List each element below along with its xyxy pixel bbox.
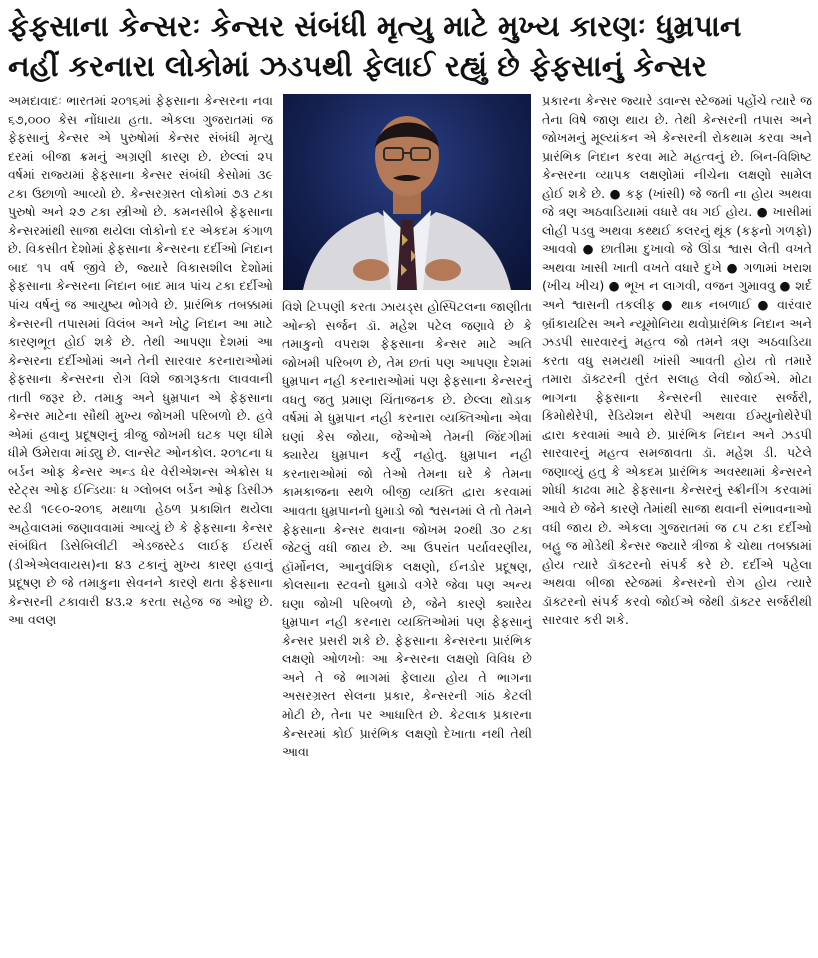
article-column-3 bbox=[542, 92, 812, 956]
headline-line-2: નહીં કરનારા લોકોમાં ઝડપથી ફેલાઈ રહ્યું છે ફેફસાનું કેન્સર bbox=[8, 49, 707, 83]
article-text-col3: પ્રકારના કેન્સર જ્યારે ડવાન્સ સ્ટેજમાં પહોંચે ત્યારે જ તેના વિષે જાણ થાય છે. તેથી કેન્સરની તપાસ અને જોખમનું મૂલ્યાંકન એ કેન્સરની રોકથામ કરવા અને પ્રારંભિક નિદાન કરવા માટે મહત્વનું છે. બિન-વિશિષ્ટ કેન્સરના વ્યાપક લક્ષણોમાં નીચેના લક્ષણો સામેલ હોઈ શકે છે. ● કફ (ખાંસી) જે જતી ના હોય અથવા જે ત્રણ અઠવાડિયામાં વધારે વધ ગઈ હોય. ● ખાસીમાં લોહી પડવુ અથવા કથ્થઈ કલરનું થૂંક (કફનો ગળફો) આવવો ● છાતીમા દુખાવો જે ઊંડા શ્વાસ લેતી વખતે અથવા ખાસી ખાતી વખતે વધારે દુખે ● ગળામાં ખરાશ (ખીચ ખીચ) ● ભૂખ ન લાગવી, વજન ગુમાવવુ ● શર્દ અને શ્વાસની તકલીફ ● થાક નબળાઈ ● વારંવાર બ્રૉંકાયટિસ અને ન્યૂમોનિયા થવોપ્રારંભિક નિદાન અને ઝડપી સારવારનું મહત્વ જો તમને ત્રણ અઠવાડિયા કરતા વધુ સમયથી ખાંસી આવતી હોય તો તમારે તમારા ડૉક્ટરની તુરંત સલાહ લેવી જોઈએ. મોટા ભાગના ફેફસાના કેન્સરની સારવાર સર્જરી, કિમોથેરેપી, રેડિયેશન થેરેપી અથવા ઈમ્યુનોથેરેપી દ્વારા કરવામાં આવે છે. પ્રારંભિક નિદાન અને ઝડપી સારવારનું મહત્વ સમજાવતા ડૉ. મહેશ ડી. પટેલે જણાવ્યું હતુ કે એકદમ પ્રારંભિક અવસ્થામાં કેન્સરને શોધી કાઢવા માટે ફેફસાના કેન્સરનું સ્ક્રીનીંગ કરવામાં આવે છે જેને કારણે તેમાંથી સાજા થવાની સંભાવનાઓ વધી જાય છે. એકલા ગુજરાતમાં જ ૮૫ ટકા દર્દીઓ બહુ જ મોડેથી કેન્સર જ્યારે ત્રીજા કે ચોથા તબક્કામાં હોય ત્યારે ડૉક્ટરનો સંપર્ક કરે છે. દર્દીએ પહેલા અથવા બીજા સ્ટેજમાં કેન્સરનો રોગ હોય ત્યારે ડૉક્ટરનો સંપર્ક કરવો જોઈએ જેથી ડૉક્ટર સર્જરીથી સારવાર કરી શકે. bbox=[542, 93, 812, 628]
doctor-portrait-illustration bbox=[283, 94, 531, 290]
headline bbox=[8, 6, 808, 86]
article-text-col2: વિશે ટિપ્પણી કરતા ઝાયડ્સ હોસ્પિટલના જાણીતા ઓન્કો સર્જન ડૉ. મહેશ પટેલ જણાવે છે કે તમાકુનો વપરાશ ફેફસાના કેન્સર માટે અતિ જોખમી પરિબળ છે, તેમ છતાં પણ આપણા દેશમાં ધુમ્રપાન નહી કરનારાઓમાં પણ ફેફસાના કેન્સરનું વધતુ જતુ પ્રમાણ ચિંતાજનક છે. છેલ્લા થોડાક વર્ષમાં મે ધુમ્રપાન નહી કરનારા વ્યક્તિઓના એવા ઘણાં કેસ જોયા, જેઓએ તેમની જિંદગીમાં ક્યારેય ધુમ્રપાન કર્યું નહોતુ. ધુમ્રપાન નહી કરનારાઓમાં જો તેઓ તેમના ઘરે કે તેમના કામકાજના સ્થળે બીજી વ્યક્તિ દ્વારા કરવામાં આવતા ધુમ્રપાનનો ધુમાડો જો શ્વસનમાં લે તો તેમને ફેફસાના કેન્સર થવાના જોખમ ૨૦થી ૩૦ ટકા જેટલું વધી જાય છે. આ ઉપરાંત પર્યાવરણીય, હૉર્મોનલ, આનુવંશિક લક્ષણો, ઈનડોર પ્રદૂષણ, કોલસાના સ્ટવનો ધુમાડો વગેરે જેવા પણ અન્ય ઘણા જોખી પરિબળો છે, જેને કારણે ક્યારેય ધુમ્રપાન નહી કરનારા વ્યક્તિઓમાં પણ ફેફસાનું કેન્સર પ્રસરી શકે છે. ફેફસાના કેન્સરના પ્રારંભિક લક્ષણો ઓળખોઃ આ કેન્સરના લક્ષણો વિવિધ છે અને તે જે ભાગમાં ફેલાયા હોય તે ભાગના અસરગ્રસ્ત સેલના પ્રકાર, કેન્સરની ગાંઠ કેટલી મોટી છે, તેના પર આધારિત છે. કેટલાક પ્રકારના કેન્સરમાં કોઈ પ્રારંભિક લક્ષણો દેખાતા નથી તેથી આવા bbox=[282, 299, 532, 760]
headline-line-1: ફેફસાના કેન્સરઃ કેન્સર સંબંધી મૃત્યુ માટે મુખ્ય કારણઃ ધુમ્રપાન bbox=[8, 9, 742, 43]
doctor-photo bbox=[283, 94, 531, 290]
article-column-1 bbox=[8, 92, 273, 956]
article-text-col1: અમદાવાદઃ ભારતમાં ૨૦૧૬માં ફેફસાના કેન્સરના નવા ૬૭,૦૦૦ કેસ નોંધાયા હતા. એકલા ગુજરાતમાં જ ફેફસાનું કેન્સર એ પુરુષોમાં કેન્સર સંબંધી મૃત્યુ દરમાં બીજા ક્રમનું અગ્રણી કારણ છે. છેલ્લાં ૨૫ વર્ષમાં રાજ્યમાં ફેફસાના કેન્સર સંબંધી કેસોમાં ૩૯ ટકા ઉછાળો આવ્યો છે. કેન્સરગ્રસ્ત લોકોમાં ૭૩ ટકા પુરુષો અને ૨૭ ટકા સ્ત્રીઓ છે. કમનસીબે ફેફસાના કેન્સરમાંથી સાજા થયેલા લોકોનો દર એકદમ કંગાળ છે. વિકસીત દેશોમાં ફેફસાના કેન્સરના દર્દીઓ નિદાન બાદ ૧૫ વર્ષ જીવે છે, જ્યારે વિકાસશીલ દેશોમાં ફેફસાના કેન્સરના નિદાન બાદ માત્ર પાંચ ટકા દર્દીઓ પાંચ વર્ષનું જ આયુષ્ય ભોગવે છે. પ્રારંભિક તબક્કામાં કેન્સરની તપાસમાં વિલંબ અને ખોટુ નિદાન આ માટે કારણભૂત હોઈ શકે છે. તેથી આપણા દેશમાં આ કેન્સરના દર્દીઓમાં અને તેની સારવાર કરનારાઓમાં ફેફસાના કેન્સરના રોગ વિશે જાગરૂકતા લાવવાની તાતી જરૂર છે. તમાકુ અને ધુમ્રપાન એ ફેફસાના કેન્સર માટેના સૌથી મુખ્ય જોખમી પરિબળો છે. હવે એમાં હવાનુ પ્રદૂષણનું ત્રીજુ જોખમી ઘટક પણ ધીમે ધીમે ઉમેરાવા માંડ્યુ છે. લાન્સેટ ઓનકોલ. ૨૦૧૮ના ધ બર્ડન ઓફ કેન્સર અન્ડ ધેર વેરીએશન્સ એક્રોસ ધ સ્ટેટ્સ ઓફ ઈન્ડિયાઃ ધ ગ્લોબલ બર્ડન ઓફ ડિસીઝ સ્ટડી ૧૯૯૦-૨૦૧૬ મથાળા હેઠળ પ્રકાશિત થયેલા અહેવાલમાં જણાવવામાં આવ્યું છે કે ફેફસાના કેન્સર સંબંધિત ડિસેબિલીટી એડજસ્ટેડ લાઈફ ઈયર્સ (ડીએએલવાયસ)ના ૪૩ ટકાનું મુખ્ય કારણ હવાનું પ્રદૂષણ છે જે તમાકુના સેવનને કારણે થતા ફેફસાના કેન્સરની ટકાવારી ૪૩.૨ કરતા સહેજ જ ઓછુ છે. આ વલણ bbox=[8, 93, 273, 628]
article-column-2 bbox=[282, 298, 532, 956]
